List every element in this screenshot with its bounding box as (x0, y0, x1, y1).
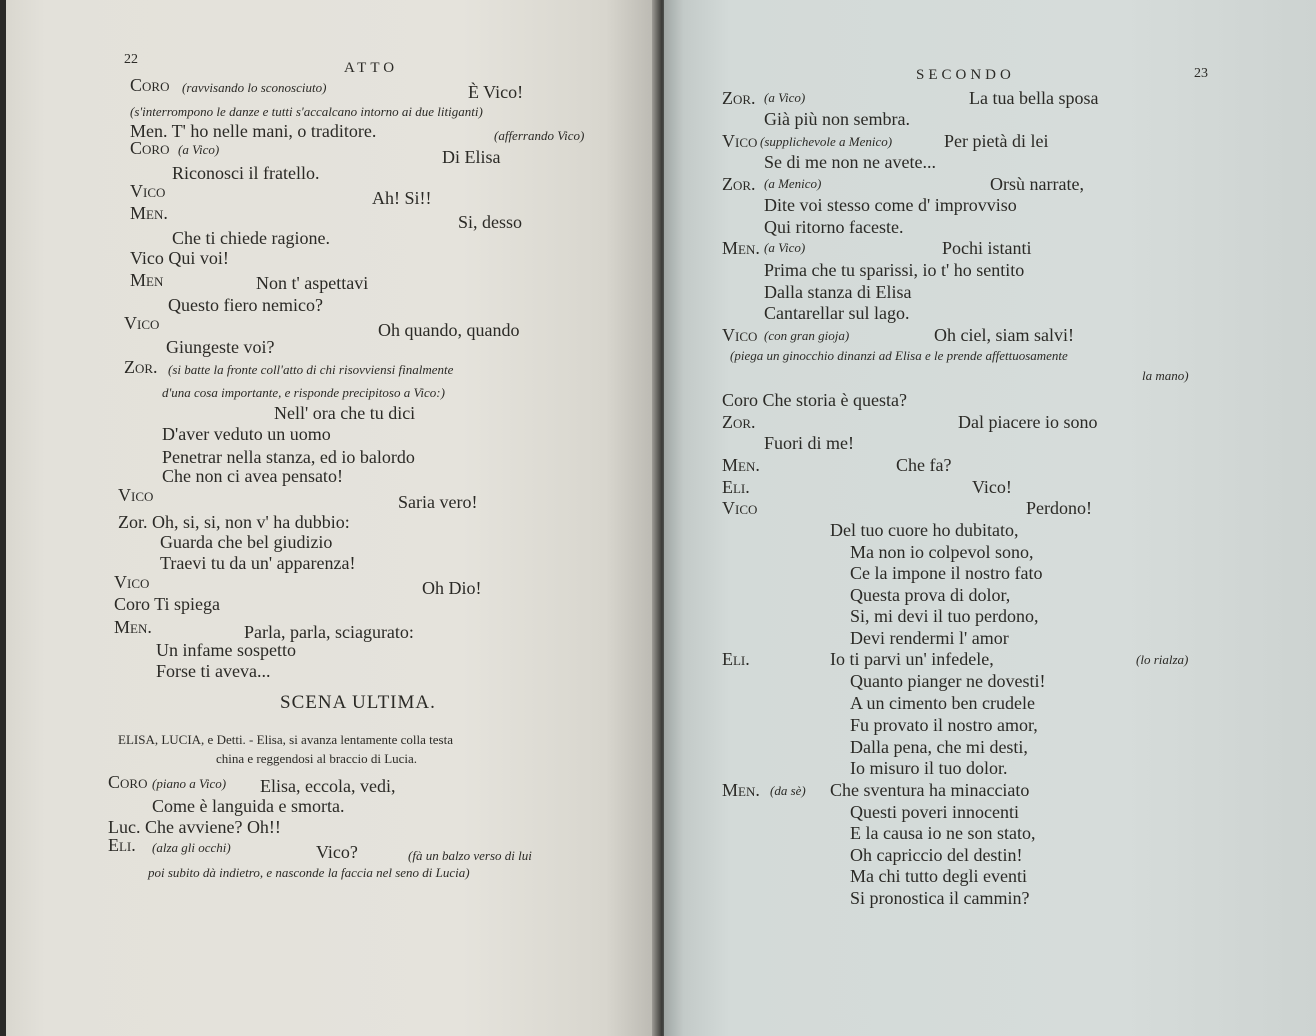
stage-direction: (con gran gioja) (764, 328, 850, 343)
verse-line: Per pietà di lei (944, 131, 1049, 151)
scene-title: SCENA ULTIMA. (280, 692, 436, 713)
verse-line: Luc. Che avviene? Oh!! (108, 817, 281, 837)
verse-line: Guarda che bel giudizio (160, 532, 333, 552)
verse-line: Perdono! (1026, 498, 1092, 518)
verse-line: Se di me non ne avete... (764, 152, 936, 172)
verse-line: Quanto pianger ne dovesti! (850, 671, 1046, 691)
stage-direction: (afferrando Vico) (494, 128, 585, 143)
speaker: Vico (114, 572, 150, 592)
page-number-left: 22 (124, 52, 138, 67)
verse-line: Non t' aspettavi (256, 273, 369, 293)
stage-direction: (a Menico) (764, 176, 822, 191)
speaker: Eli. (108, 835, 136, 855)
verse-line: Un infame sospetto (156, 640, 296, 660)
stage-direction: (s'interrompono le danze e tutti s'accalcano intorno ai due litiganti) (130, 104, 483, 119)
speaker: Men. (130, 203, 168, 223)
speaker: Coro (130, 75, 170, 95)
verse-line: Parla, parla, sciagurato: (244, 622, 414, 642)
cast-list: ELISA, LUCIA, e Detti. - Elisa, si avanza lentamente colla testa (118, 732, 453, 747)
verse-line: Saria vero! (398, 492, 478, 512)
verse-line: Come è languida e smorta. (152, 796, 345, 816)
speaker: Zor. (124, 357, 158, 377)
stage-direction: (lo rialza) (1136, 652, 1189, 667)
speaker: Zor. (722, 412, 756, 432)
speaker: Eli. (722, 649, 750, 669)
verse-line: Oh capriccio del destin! (850, 845, 1023, 865)
verse-line: Dite voi stesso come d' improvviso (764, 195, 1017, 215)
speaker: Men. (722, 780, 760, 800)
speaker: Vico (130, 181, 166, 201)
verse-line: Che ti chiede ragione. (172, 228, 330, 248)
stage-direction: (piano a Vico) (152, 776, 227, 791)
verse-line: Devi rendermi l' amor (850, 628, 1009, 648)
verse-line: Oh Dio! (422, 578, 482, 598)
verse-line: Di Elisa (442, 147, 501, 167)
speaker: Men. (722, 238, 760, 258)
verse-line: Nell' ora che tu dici (274, 403, 416, 423)
speaker: Vico (722, 498, 758, 518)
verse-line: Cantarellar sul lago. (764, 303, 910, 323)
verse-line: Che fa? (896, 455, 952, 475)
speaker: Vico (722, 325, 758, 345)
verse-line: È Vico! (468, 82, 524, 102)
verse-line: Del tuo cuore ho dubitato, (830, 520, 1019, 540)
verse-line: Ah! Si!! (372, 188, 432, 208)
speaker: Men. (114, 617, 152, 637)
verse-line: A un cimento ben crudele (850, 693, 1035, 713)
speaker: Men. (722, 455, 760, 475)
speaker: Men (130, 270, 164, 290)
left-page (6, 0, 658, 1036)
stage-direction: (a Vico) (178, 142, 220, 157)
verse-line: Giungeste voi? (166, 337, 275, 357)
speaker: Vico (118, 485, 154, 505)
speaker: Vico (722, 131, 758, 151)
verse-line: Si, mi devi il tuo perdono, (850, 606, 1039, 626)
verse-line: Zor. Oh, si, si, non v' ha dubbio: (118, 512, 350, 532)
speaker: Zor. (722, 174, 756, 194)
verse-line: Elisa, eccola, vedi, (260, 776, 396, 796)
stage-direction: poi subito dà indietro, e nasconde la faccia nel seno di Lucia) (148, 865, 470, 880)
stage-direction: (alza gli occhi) (152, 840, 231, 855)
verse-line: Oh ciel, siam salvi! (934, 325, 1074, 345)
verse-line: Io misuro il tuo dolor. (850, 758, 1008, 778)
page-number-right: 23 (1194, 66, 1208, 81)
verse-line: Dalla stanza di Elisa (764, 282, 912, 302)
verse-line: Forse ti aveva... (156, 661, 271, 681)
verse-line: Che non ci avea pensato! (162, 466, 343, 486)
speaker: Eli. (722, 477, 750, 497)
verse-line: La tua bella sposa (969, 88, 1099, 108)
verse-line: Prima che tu sparissi, io t' ho sentito (764, 260, 1025, 280)
stage-direction: (si batte la fronte coll'atto di chi risovviensi finalmente (168, 362, 454, 377)
stage-direction: (a Vico) (764, 240, 806, 255)
stage-direction: (da sè) (770, 783, 806, 798)
verse-line: Vico Qui voi! (130, 248, 229, 268)
verse-line: Riconosci il fratello. (172, 163, 320, 183)
verse-line: Men. T' ho nelle mani, o traditore. (130, 121, 377, 141)
verse-line: Già più non sembra. (764, 109, 910, 129)
verse-line: Io ti parvi un' infedele, (830, 649, 994, 669)
speaker: Coro (130, 138, 170, 158)
running-head-left: ATTO (344, 60, 399, 76)
cast-list: china e reggendosi al braccio di Lucia. (216, 751, 418, 766)
speaker: Coro (108, 772, 148, 792)
stage-direction: (supplichevole a Menico) (760, 134, 893, 149)
verse-line: Ma chi tutto degli eventi (850, 866, 1027, 886)
verse-line: Si pronostica il cammin? (850, 888, 1030, 908)
verse-line: Dalla pena, che mi desti, (850, 737, 1028, 757)
verse-line: Qui ritorno faceste. (764, 217, 904, 237)
stage-direction: la mano) (1142, 368, 1189, 383)
verse-line: Vico! (972, 477, 1012, 497)
verse-line: Si, desso (458, 212, 523, 232)
verse-line: Vico? (316, 842, 358, 862)
verse-line: Ce la impone il nostro fato (850, 563, 1043, 583)
right-page (664, 0, 1316, 1036)
verse-line: Questi poveri innocenti (850, 802, 1019, 822)
running-head-right: SECONDO (916, 67, 1015, 83)
verse-line: Pochi istanti (942, 238, 1032, 258)
stage-direction: d'una cosa importante, e risponde precipitoso a Vico:) (162, 385, 445, 400)
verse-line: D'aver veduto un uomo (162, 424, 331, 444)
verse-line: Fu provato il nostro amor, (850, 715, 1038, 735)
verse-line: Ma non io colpevol sono, (850, 542, 1034, 562)
verse-line: Coro Ti spiega (114, 594, 221, 614)
verse-line: Orsù narrate, (990, 174, 1084, 194)
stage-direction: (fà un balzo verso di lui (408, 848, 532, 863)
stage-direction: (ravvisando lo sconosciuto) (182, 80, 327, 95)
verse-line: Penetrar nella stanza, ed io balordo (162, 447, 415, 467)
stage-direction: (a Vico) (764, 90, 806, 105)
verse-line: Questo fiero nemico? (168, 295, 323, 315)
speaker: Vico (124, 313, 160, 333)
stage-direction: (piega un ginocchio dinanzi ad Elisa e le prende affettuosamente (730, 348, 1068, 363)
verse-line: Questa prova di dolor, (850, 585, 1011, 605)
verse-line: Traevi tu da un' apparenza! (160, 553, 356, 573)
verse-line: Che sventura ha minacciato (830, 780, 1030, 800)
verse-line: Oh quando, quando (378, 320, 520, 340)
verse-line: Fuori di me! (764, 433, 854, 453)
verse-line: Dal piacere io sono (958, 412, 1098, 432)
verse-line: Coro Che storia è questa? (722, 390, 907, 410)
speaker: Zor. (722, 88, 756, 108)
verse-line: E la causa io ne son stato, (850, 823, 1036, 843)
